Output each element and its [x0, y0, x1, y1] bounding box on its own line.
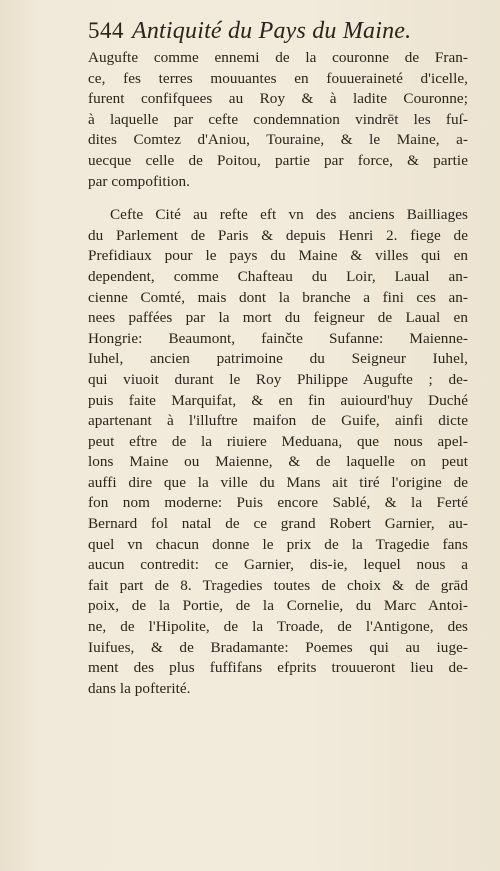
page-header: [88, 18, 468, 48]
text-line: puis faite Marquifat, & en fin auiourd'huy Duché: [88, 391, 468, 409]
running-title: Antiquité du Pays du Maine.: [132, 18, 412, 44]
text-line: dites Comtez d'Aniou, Touraine, & le Maine, a-: [88, 131, 468, 149]
text-line: ne, de l'Hipolite, de la Troade, de l'Antigone, des: [88, 618, 468, 636]
page-number: 544: [88, 18, 124, 43]
text-line: aucun contredit: ce Garnier, dis-ie, lequel nous a: [88, 556, 468, 574]
text-line: cienne Comté, mais dont la branche a fini ces an-: [88, 288, 468, 306]
text-line: ce, fes terres mouuantes en fouueraineté d'icelle,: [88, 69, 468, 87]
text-line: ment des plus fuffifans efprits trouueront lieu de-: [88, 659, 468, 677]
text-line: Augufte comme ennemi de la couronne de Fran-: [88, 49, 468, 66]
text-line: dans la pofterité.: [88, 679, 191, 697]
text-line: quel vn chacun donne le prix de la Tragedie fans: [88, 535, 468, 553]
text-line: Bernard fol natal de ce grand Robert Garnier, au-: [88, 515, 468, 533]
text-line: Cefte Cité au refte eft vn des anciens Bailliages: [110, 206, 468, 224]
text-line: fon nom moderne: Puis encore Sablé, & la Ferté: [88, 494, 468, 512]
text-line: Iuhel, ancien patrimoine du Seigneur Iuhel,: [88, 350, 468, 368]
paragraph-spacer: [88, 192, 468, 205]
text-line: Hongrie: Beaumont, fainčte Sufanne: Maienne-: [88, 329, 468, 347]
paragraph-2: [88, 205, 468, 699]
text-line: lons Maine ou Maienne, & de laquelle on peut: [88, 453, 468, 471]
text-line: peut eftre de la riuiere Meduana, que nous apel-: [88, 432, 468, 450]
text-line: uecque celle de Poitou, partie par force, & partie: [88, 151, 468, 169]
text-line: furent confifquees au Roy & à ladite Couronne;: [88, 90, 468, 108]
text-line: dependent, comme Chafteau du Loir, Laual an-: [88, 267, 468, 285]
text-line: apartenant à l'illuftre maifon de Guife, ainfi dicte: [88, 412, 468, 430]
text-line: nees paffées par la mort du feigneur de Laual en: [88, 309, 468, 327]
text-line: Prefidiaux pour le pays du Maine & villes qui en: [88, 247, 468, 265]
text-line: à laquelle par cefte condemnation vindrēt les fuſ-: [88, 110, 468, 128]
text-line: Iuifues, & de Bradamante: Poemes qui au iuge-: [88, 638, 468, 656]
text-line: auffi dire que la ville du Mans ait tiré l'origine de: [88, 473, 468, 491]
text-line: qui viuoit durant le Roy Philippe Augufte ; de-: [88, 370, 468, 388]
text-line: fait part de 8. Tragedies toutes de choix & de grād: [88, 576, 468, 594]
paragraph-1: [88, 48, 468, 192]
text-line: par compofition.: [88, 172, 191, 190]
text-line: poix, de la Portie, de la Cornelie, du Marc Antoi-: [88, 597, 468, 615]
body-text: [88, 48, 468, 699]
text-line: du Parlement de Paris & depuis Henri 2. fiege de: [88, 226, 468, 244]
